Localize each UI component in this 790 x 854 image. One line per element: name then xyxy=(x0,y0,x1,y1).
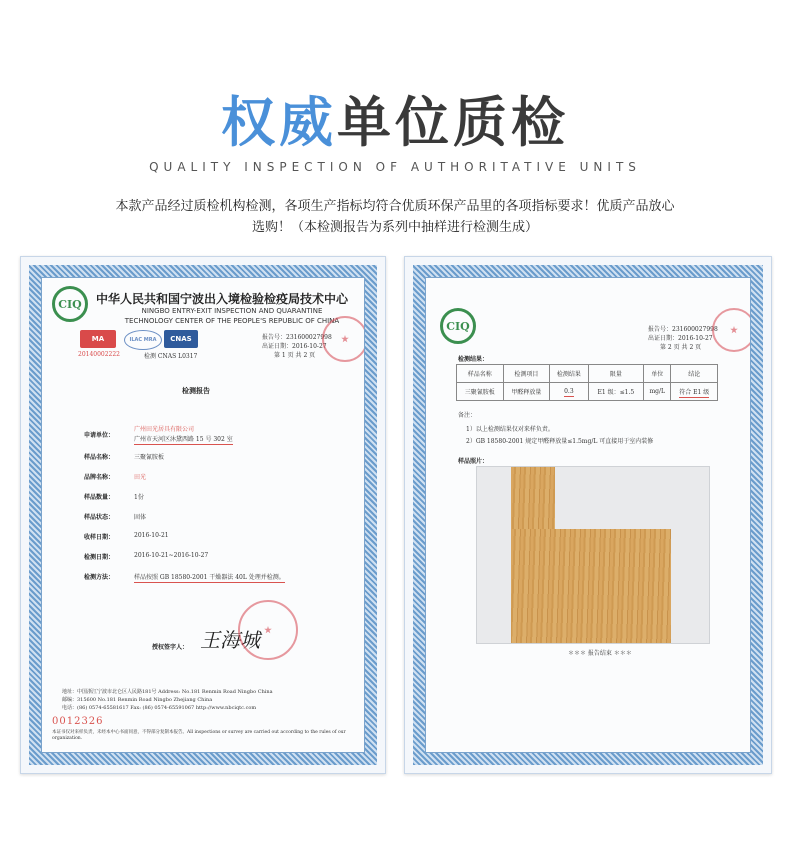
note-1: 1）以上检测结果仅对来样负责。 xyxy=(466,426,554,433)
certificate-body xyxy=(41,277,365,753)
conclusion-value: 符合 E1 级 xyxy=(679,389,710,396)
page-description: 本款产品经过质检机构检测，各项生产指标均符合优质环保产品里的各项指标要求！优质产品放心选购！（本检测报告为系列中抽样进行检测生成） xyxy=(115,199,675,235)
field-label-brand: 品牌名称： xyxy=(84,474,115,481)
field-label-quantity: 样品数量： xyxy=(84,494,115,501)
page-subtitle: QUALITY INSPECTION OF AUTHORITATIVE UNITS xyxy=(149,160,641,174)
table-header-cell: 单位 xyxy=(644,365,671,383)
official-seal-icon xyxy=(712,308,751,352)
field-label-applicant: 申请单位： xyxy=(84,432,115,439)
page-number: 第 2 页 共 2 页 xyxy=(660,344,702,351)
field-value-address: 广州市天河区沐黛西路 15 号 302 室 xyxy=(134,436,233,443)
title-highlight: 权威 xyxy=(221,91,337,154)
field-label-receive-date: 收样日期： xyxy=(84,534,115,541)
field-value-applicant: 广州田光居具有限公司 xyxy=(134,426,195,433)
report-end-mark: ＊＊＊ 报告结束 ＊＊＊ xyxy=(568,650,632,657)
table-header-cell: 样品名称 xyxy=(457,365,504,383)
org-name-en-line1: NINGBO ENTRY-EXIT INSPECTION AND QUARANTINE xyxy=(141,307,323,315)
table-cell: mg/L xyxy=(644,383,671,401)
ciq-logo-icon: CIQ xyxy=(52,286,88,322)
table-header-cell: 检测结果 xyxy=(550,365,589,383)
footer-line-2: 电话：(86) 0574-65581617 Fax: (86) 0574-65591067 http://www.nbciqtc.com xyxy=(62,705,257,711)
report-number: 报告号：231600027998 xyxy=(262,334,332,341)
issue-date: 出证日期：2016-10-27 xyxy=(262,343,327,350)
field-value-method: 样品按照 GB 18580-2001 干燥器法 40L 处理并检测。 xyxy=(134,574,285,581)
results-table xyxy=(456,364,718,401)
table-cell: 三聚氰胺板 xyxy=(457,383,504,401)
org-name-en xyxy=(112,306,352,326)
table-cell: 甲醛释放量 xyxy=(503,383,550,401)
cnas-badge: CNAS xyxy=(164,330,198,348)
serial-number: 0012326 xyxy=(52,716,104,727)
field-value-quantity: 1份 xyxy=(134,494,144,501)
signature: 王海城 xyxy=(200,628,260,652)
report-number: 报告号：231600027998 xyxy=(648,326,718,333)
table-cell: E1 级：≤1.5 xyxy=(588,383,643,401)
footer-line-1: 邮编：315600 No.181 Renmin Road Ningbo Zhejiang China xyxy=(62,697,213,703)
field-value-test-date: 2016-10-21~2016-10-27 xyxy=(134,552,209,559)
wood-panel-horizontal xyxy=(511,529,671,643)
table-cell xyxy=(550,383,589,401)
field-value-brand: 田光 xyxy=(134,474,147,481)
result-value: 0.3 xyxy=(564,388,574,395)
photo-title: 样品照片： xyxy=(458,458,489,465)
page-header xyxy=(0,88,790,174)
field-label-method: 检测方法： xyxy=(84,574,115,581)
certificate-page-2 xyxy=(404,256,772,774)
field-label-test-date: 检测日期： xyxy=(84,554,115,561)
official-seal-icon xyxy=(322,316,365,362)
table-header-cell: 限量 xyxy=(588,365,643,383)
ilac-badge: ILAC MRA xyxy=(124,330,162,350)
field-value-sample-name: 三聚氰胺板 xyxy=(134,454,165,461)
document-title: 检测报告 xyxy=(182,387,210,395)
disclaimer: 本证书仅对来样负责，未经本中心书面同意，不得部分复制本报告。All inspections or survey are carried out according to the rules of our organization. xyxy=(52,730,346,741)
signature-seal-icon xyxy=(238,600,298,660)
title-rest: 单位质检 xyxy=(337,91,569,154)
notes-title: 备注： xyxy=(458,412,477,419)
cma-badge: MA xyxy=(80,330,116,348)
issue-date: 出证日期：2016-10-27 xyxy=(648,335,713,342)
table-header-row xyxy=(457,365,718,383)
certificate-body xyxy=(425,277,751,753)
org-name-en-line2: TECHNOLOGY CENTER OF THE PEOPLE'S REPUBLIC OF CHINA xyxy=(124,317,340,325)
results-title: 检测结果： xyxy=(458,356,489,363)
field-value-state: 固体 xyxy=(134,514,147,521)
table-row xyxy=(457,383,718,401)
table-header-cell: 检测项目 xyxy=(503,365,550,383)
org-name-cn: 中华人民共和国宁波出入境检验检疫局技术中心 xyxy=(96,292,349,306)
certificate-page-1 xyxy=(20,256,386,774)
page-title xyxy=(0,88,790,158)
sample-photo xyxy=(476,466,710,644)
cma-number: 20140002222 xyxy=(78,351,120,358)
field-label-state: 样品状态： xyxy=(84,514,115,521)
cnas-text: 检测 CNAS L0317 xyxy=(144,353,198,360)
page-number: 第 1 页 共 2 页 xyxy=(274,352,316,359)
note-2: 2）GB 18580-2001 规定甲醛释放量≤1.5mg/L 可直接用于室内装修 xyxy=(466,438,654,445)
signer-label: 授权签字人： xyxy=(152,644,189,651)
ciq-logo-icon: CIQ xyxy=(440,308,476,344)
table-header-cell: 结论 xyxy=(671,365,718,383)
field-label-sample-name: 样品名称： xyxy=(84,454,115,461)
address-line: 地址：中国浙江宁波市北仑区人民路181号 Address: No.181 Renmin Road Ningbo China xyxy=(62,689,273,695)
table-cell xyxy=(671,383,718,401)
field-value-receive-date: 2016-10-21 xyxy=(134,532,169,539)
